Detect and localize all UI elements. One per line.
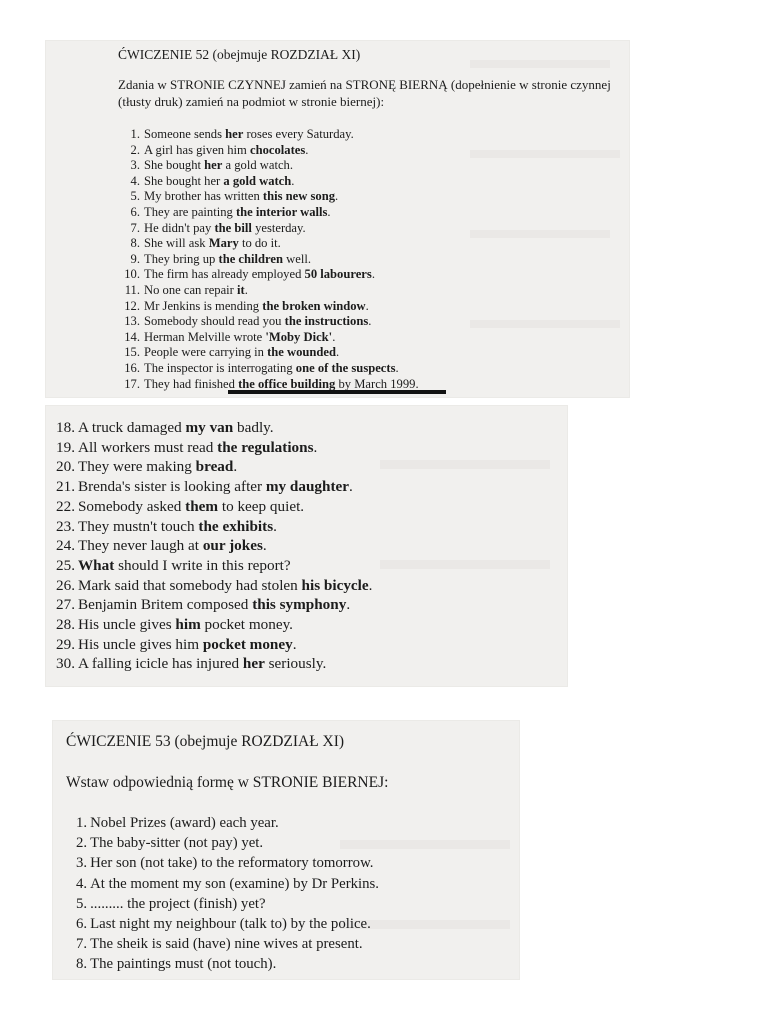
item-number: 23. xyxy=(56,517,75,535)
item-text: A truck damaged xyxy=(77,419,186,436)
item-text: . xyxy=(346,596,351,614)
item-bold-object: him xyxy=(175,616,201,634)
item-text: They bring up xyxy=(144,251,219,266)
item-text: to do it. xyxy=(238,236,281,251)
item-text: Somebody should read you xyxy=(144,314,285,329)
item-text: pocket money. xyxy=(200,616,293,634)
item-text: She bought xyxy=(144,158,205,173)
list-item xyxy=(118,314,419,330)
item-bold-object: one of the suspects xyxy=(295,360,396,375)
item-bold-object: her xyxy=(204,158,223,173)
list-item xyxy=(118,189,419,205)
item-bold-object: his bicycle xyxy=(301,576,369,594)
item-text: Last night my neighbour (talk to) by the police. xyxy=(90,916,371,933)
item-text: A girl has given him xyxy=(144,142,250,157)
list-item xyxy=(56,556,372,576)
item-number: 22. xyxy=(56,497,75,515)
item-bold-object: the bill xyxy=(214,220,252,235)
item-number: 21. xyxy=(56,478,75,496)
item-number: 28. xyxy=(56,616,75,634)
list-item xyxy=(56,497,372,517)
item-number: 30. xyxy=(56,655,75,673)
item-bold-object: her xyxy=(242,655,265,673)
list-item xyxy=(76,934,379,954)
item-bold-object: the exhibits xyxy=(198,517,274,535)
item-text: Her son (not take) to the reformatory tomorrow. xyxy=(90,855,374,872)
item-text: by March 1999. xyxy=(335,376,419,391)
list-item xyxy=(118,267,419,283)
item-text: . xyxy=(292,635,297,653)
exercise-53-title: ĆWICZENIE 53 (obejmuje ROZDZIAŁ XI) xyxy=(66,733,345,750)
item-text: A falling icicle has injured xyxy=(77,655,243,673)
item-text: They had finished xyxy=(144,376,239,391)
item-text: . xyxy=(233,458,238,476)
item-number: 3. xyxy=(130,158,140,173)
item-bold-object: them xyxy=(185,497,219,515)
item-number: 8. xyxy=(76,956,88,973)
item-number: 16. xyxy=(124,360,140,375)
item-number: 6. xyxy=(76,916,88,933)
bleed-through-mark xyxy=(470,320,620,328)
item-text: All workers must read xyxy=(77,438,218,456)
item-number: 7. xyxy=(76,936,88,953)
list-item xyxy=(118,143,419,159)
item-bold-object: a gold watch xyxy=(223,173,292,188)
item-bold-object: 50 labourers xyxy=(304,267,372,282)
item-text: . xyxy=(368,314,372,329)
item-text: Benjamin Britem composed xyxy=(77,596,253,614)
item-text: seriously. xyxy=(264,655,327,673)
item-text: ......... the project (finish) yet? xyxy=(90,895,266,912)
item-bold-object: our jokes xyxy=(202,537,263,555)
item-bold-object: the wounded xyxy=(267,345,337,360)
item-text: Mr Jenkins is mending xyxy=(144,298,263,313)
item-text: . xyxy=(371,267,375,282)
list-item xyxy=(118,361,419,377)
list-item xyxy=(56,635,372,655)
item-number: 5. xyxy=(76,895,88,912)
item-text: to keep quiet. xyxy=(218,497,305,515)
exercise-52-title: ĆWICZENIE 52 (obejmuje ROZDZIAŁ XI) xyxy=(118,47,361,62)
list-item xyxy=(56,654,372,674)
list-item xyxy=(56,457,372,477)
list-item xyxy=(56,595,372,615)
item-text: . xyxy=(305,142,309,157)
item-number: 11. xyxy=(124,282,140,297)
list-item xyxy=(56,477,372,497)
item-bold-object: my van xyxy=(185,419,234,436)
exercise-52-instruction: Zdania w STRONIE CZYNNEJ zamień na STRONĘ BIERNĄ (dopełnienie w stronie czynnej (tłusty druk) zamień na podmiot w stronie biernej): xyxy=(118,77,611,109)
item-text: . xyxy=(313,438,318,456)
item-text: Mark said that somebody had stolen xyxy=(77,576,302,594)
list-item xyxy=(56,576,372,596)
item-number: 9. xyxy=(130,251,140,266)
exercise-53-instruction: Wstaw odpowiednią formę w STRONIE BIERNEJ: xyxy=(66,774,389,791)
item-text: . xyxy=(273,517,277,535)
bleed-through-mark xyxy=(470,60,610,68)
bleed-through-mark xyxy=(470,150,620,158)
item-text: . xyxy=(291,173,295,188)
item-number: 25. xyxy=(56,556,75,574)
item-number: 1. xyxy=(76,815,88,831)
item-text: Brenda's sister is looking after xyxy=(77,478,266,496)
item-number: 1. xyxy=(130,127,140,141)
item-text: . xyxy=(368,576,373,594)
item-text: The inspector is interrogating xyxy=(144,360,296,375)
item-text: . xyxy=(332,329,336,344)
item-number: 13. xyxy=(124,314,140,329)
item-number: 18. xyxy=(56,419,75,436)
list-item xyxy=(76,914,379,934)
list-item xyxy=(118,205,419,221)
list-item xyxy=(76,894,379,914)
item-text: His uncle gives xyxy=(77,616,176,634)
item-number: 26. xyxy=(56,576,75,594)
list-item xyxy=(118,236,419,252)
item-text: Nobel Prizes (award) each year. xyxy=(90,815,279,831)
item-text: She will ask xyxy=(144,236,209,251)
item-number: 4. xyxy=(130,173,140,188)
item-number: 24. xyxy=(56,537,75,555)
list-item xyxy=(56,517,372,537)
item-bold-object: Mary xyxy=(208,236,239,251)
exercise-52-list xyxy=(118,127,419,392)
list-item xyxy=(118,299,419,315)
item-text: The baby-sitter (not pay) yet. xyxy=(90,835,264,852)
item-text: He didn't pay xyxy=(144,220,215,235)
bleed-through-mark xyxy=(380,460,550,469)
item-text: She bought her xyxy=(144,173,224,188)
item-number: 2. xyxy=(130,142,140,157)
list-item xyxy=(56,418,372,438)
list-item xyxy=(118,127,419,143)
item-bold-object: the children xyxy=(218,251,283,266)
item-text: . xyxy=(395,360,399,375)
list-item xyxy=(76,874,379,894)
list-item xyxy=(118,283,419,299)
list-item xyxy=(118,345,419,361)
item-text: They were making xyxy=(77,458,196,476)
list-item xyxy=(118,174,419,190)
bleed-through-mark xyxy=(380,560,550,569)
list-item xyxy=(76,813,379,833)
item-text: . xyxy=(365,298,369,313)
item-bold-object: What xyxy=(77,556,115,574)
item-number: 12. xyxy=(124,298,140,313)
list-item xyxy=(76,833,379,853)
item-bold-object: chocolates xyxy=(250,142,306,157)
item-bold-object: 'Moby Dick' xyxy=(265,329,333,344)
item-bold-object: my daughter xyxy=(265,478,349,496)
list-item xyxy=(118,221,419,237)
item-number: 7. xyxy=(130,220,140,235)
item-bold-object: her xyxy=(225,127,244,141)
list-item xyxy=(76,954,379,974)
item-text: . xyxy=(336,345,340,360)
item-number: 29. xyxy=(56,635,75,653)
item-text: At the moment my son (examine) by Dr Perkins. xyxy=(90,875,380,892)
item-number: 14. xyxy=(124,329,140,344)
item-text: . xyxy=(244,282,248,297)
exercise-52-list-continued xyxy=(56,418,372,674)
item-text: They are painting xyxy=(144,204,236,219)
item-number: 15. xyxy=(124,345,140,360)
item-text: . xyxy=(349,478,353,496)
item-text: Herman Melville wrote xyxy=(144,329,266,344)
item-number: 5. xyxy=(130,189,140,204)
item-text: They never laugh at xyxy=(77,537,203,555)
item-bold-object: it xyxy=(237,282,245,297)
bleed-through-mark xyxy=(470,230,610,238)
item-number: 10. xyxy=(124,267,140,282)
item-text: The firm has already employed xyxy=(144,267,305,282)
item-number: 4. xyxy=(76,875,88,892)
item-number: 3. xyxy=(76,855,88,872)
item-number: 8. xyxy=(130,236,140,251)
item-number: 27. xyxy=(56,596,75,614)
item-number: 6. xyxy=(130,204,140,219)
item-bold-object: the office building xyxy=(238,376,336,391)
item-text: well. xyxy=(283,251,311,266)
item-text: The paintings must (not touch). xyxy=(90,956,277,973)
item-text: People were carrying in xyxy=(144,345,268,360)
item-text: They mustn't touch xyxy=(77,517,199,535)
item-bold-object: the broken window xyxy=(262,298,366,313)
item-number: 19. xyxy=(56,438,75,456)
item-text: . xyxy=(327,204,331,219)
item-number: 2. xyxy=(76,835,88,852)
exercise-53-list xyxy=(76,813,379,975)
list-item xyxy=(76,853,379,873)
item-text: roses every Saturday. xyxy=(243,127,354,141)
item-text: Someone sends xyxy=(144,127,226,141)
item-number: 20. xyxy=(56,458,75,476)
item-text: badly. xyxy=(233,419,274,436)
underline-mark xyxy=(228,390,446,394)
list-item xyxy=(118,158,419,174)
list-item xyxy=(56,615,372,635)
list-item xyxy=(56,536,372,556)
item-text: . xyxy=(262,537,267,555)
item-text: The sheik is said (have) nine wives at present. xyxy=(90,936,363,953)
item-text: a gold watch. xyxy=(222,158,294,173)
item-text: yesterday. xyxy=(251,220,306,235)
item-text: His uncle gives him xyxy=(77,635,203,653)
list-item xyxy=(118,252,419,268)
item-bold-object: this symphony xyxy=(252,596,347,614)
item-bold-object: this new song xyxy=(262,189,336,204)
item-text: My brother has written xyxy=(144,189,263,204)
item-bold-object: bread xyxy=(195,458,234,476)
item-bold-object: the instructions xyxy=(284,314,369,329)
item-text: . xyxy=(335,189,339,204)
item-bold-object: the regulations xyxy=(217,438,314,456)
item-number: 17. xyxy=(124,376,140,391)
item-bold-object: pocket money xyxy=(202,635,293,653)
item-text: No one can repair xyxy=(144,282,238,297)
item-bold-object: the interior walls xyxy=(235,204,328,219)
item-text: Somebody asked xyxy=(77,497,186,515)
item-text: should I write in this report? xyxy=(114,556,291,574)
list-item xyxy=(118,330,419,346)
list-item xyxy=(56,438,372,458)
